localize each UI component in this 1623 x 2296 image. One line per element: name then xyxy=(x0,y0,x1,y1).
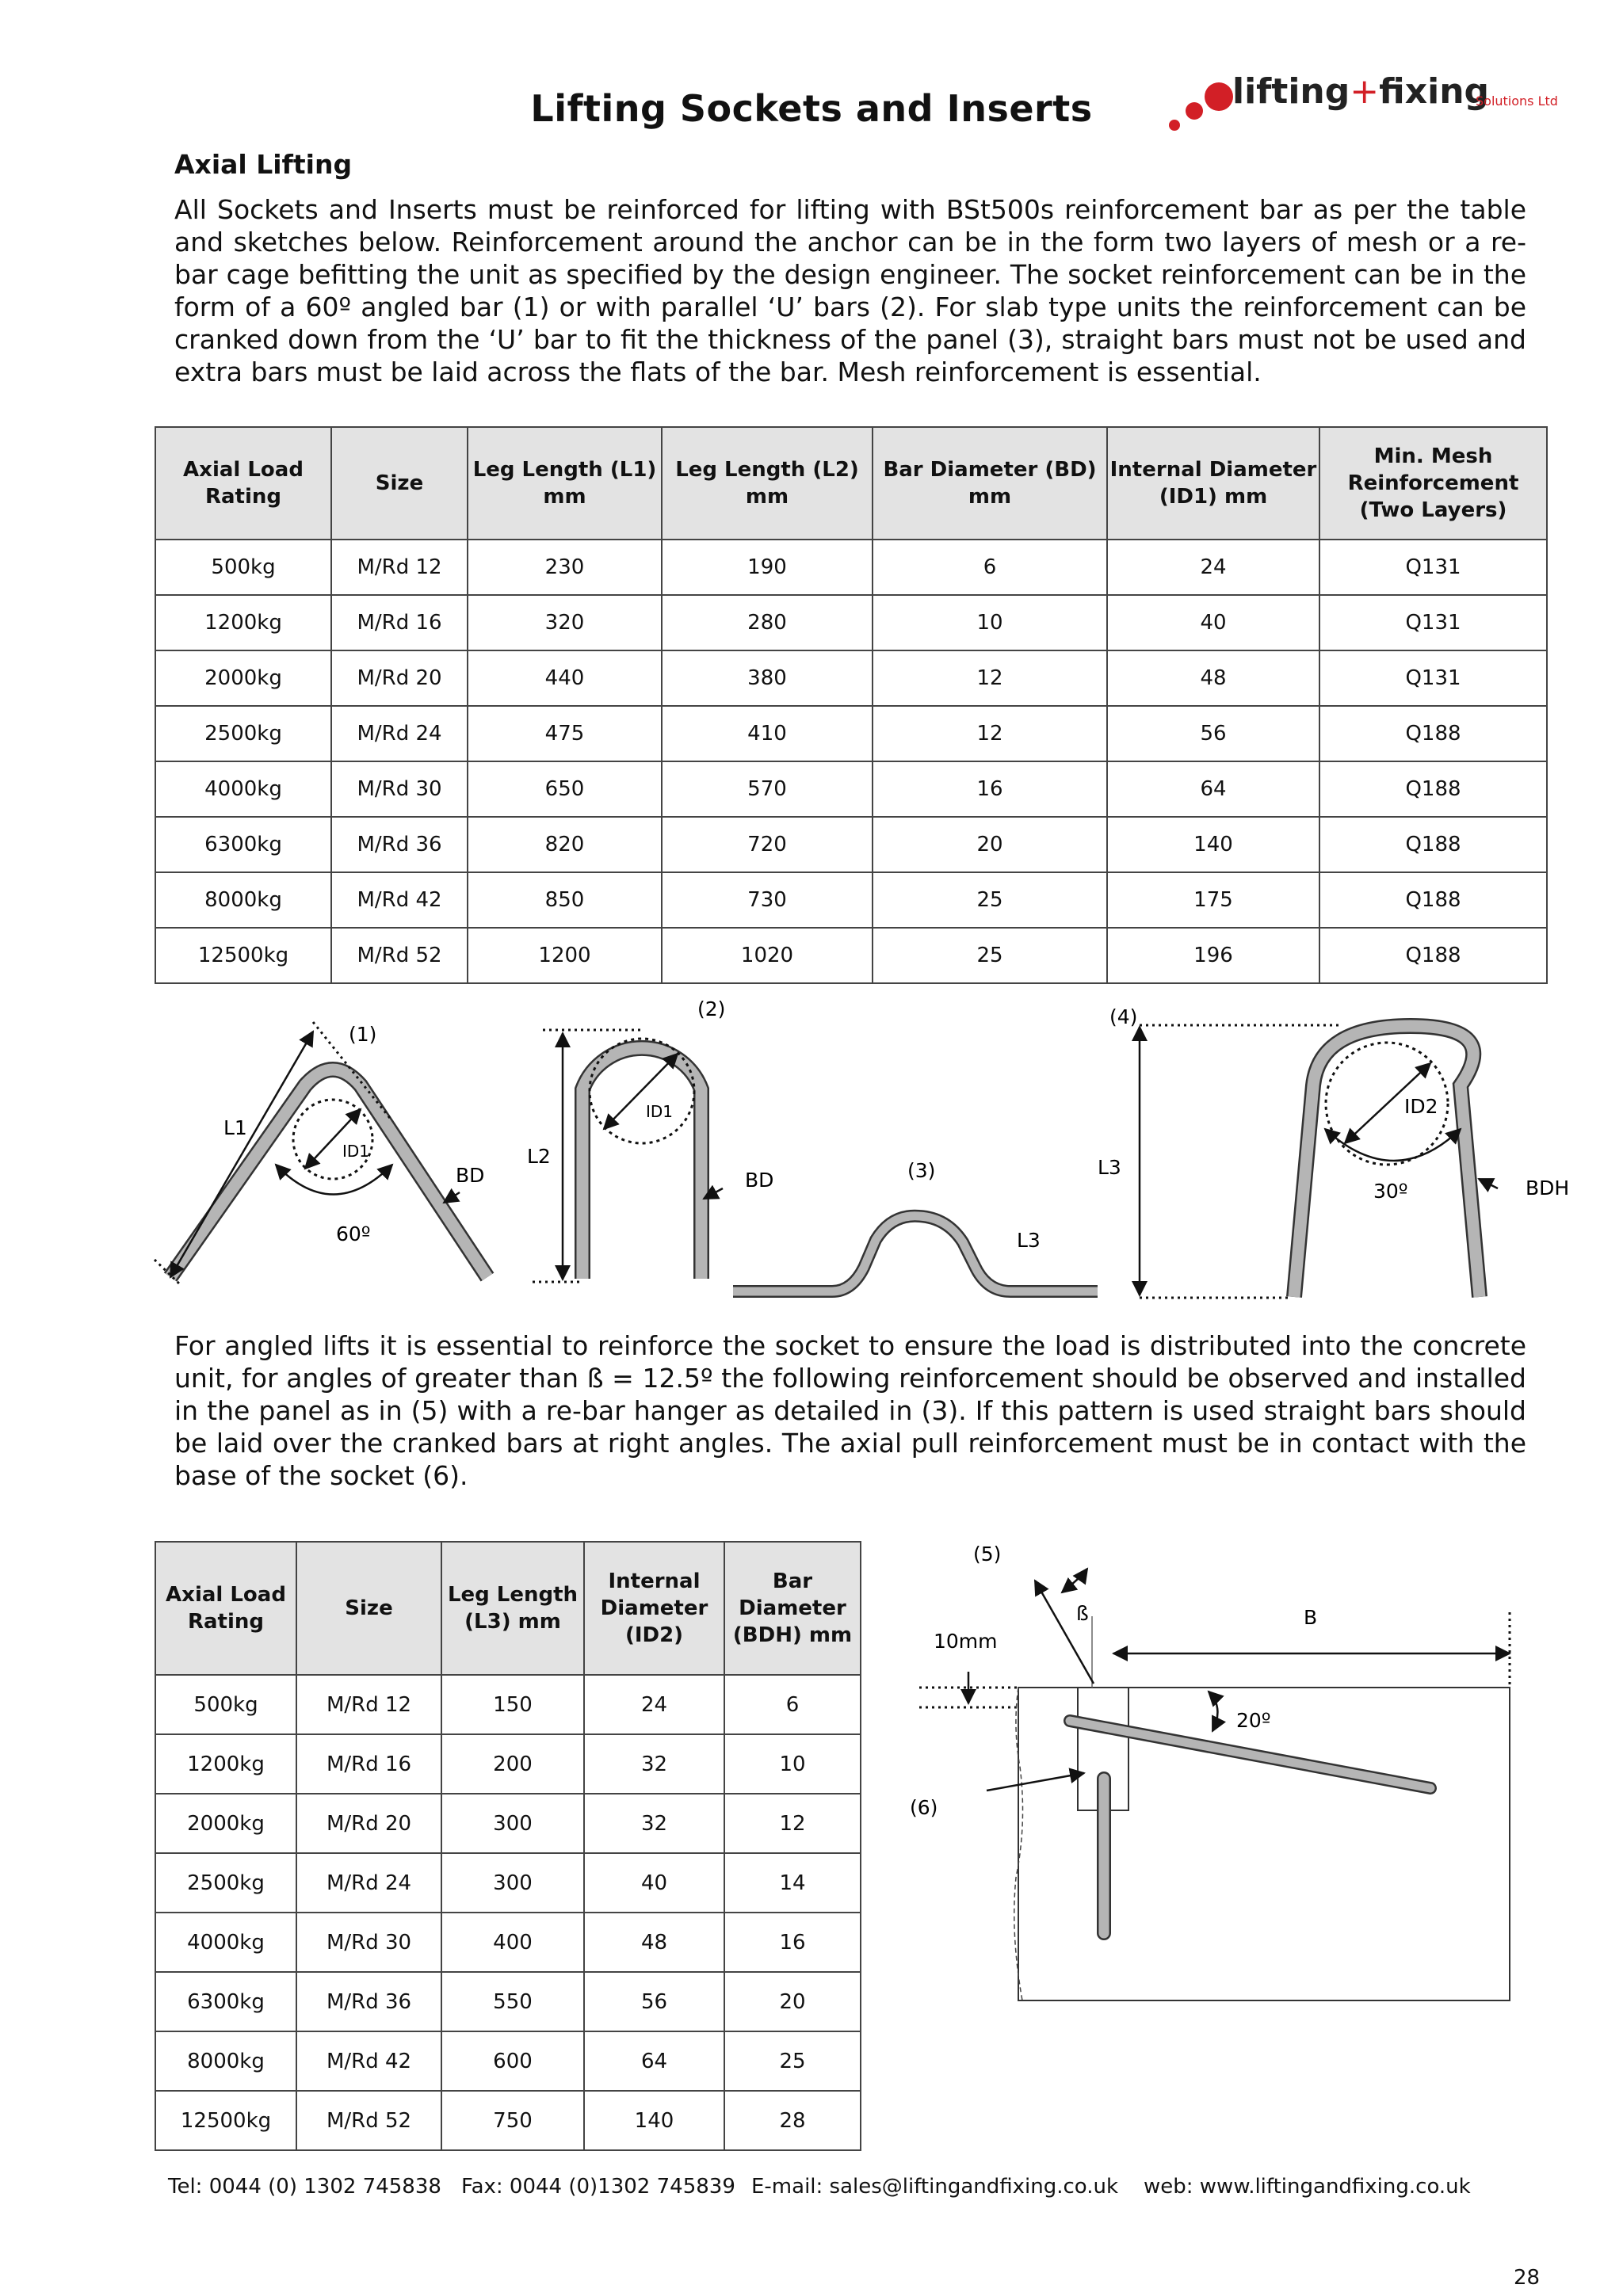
cell: 8000kg xyxy=(155,2031,296,2091)
cell: 56 xyxy=(1107,706,1319,761)
cell: 25 xyxy=(873,872,1107,928)
cell: 40 xyxy=(1107,595,1319,650)
offset-label: 10mm xyxy=(934,1630,998,1653)
id1-label-2: ID1 xyxy=(646,1102,674,1121)
logo-wordmark xyxy=(1232,71,1489,112)
cell: 28 xyxy=(724,2091,861,2150)
cell: 140 xyxy=(1107,817,1319,872)
angle-20-label: 20º xyxy=(1236,1709,1271,1732)
cell: 500kg xyxy=(155,1675,296,1734)
cell: 6300kg xyxy=(155,1972,296,2031)
cell: 570 xyxy=(662,761,873,817)
id1-label: ID1 xyxy=(342,1142,370,1161)
table-row xyxy=(155,1853,861,1913)
reinforcement-sketches xyxy=(0,982,1623,1307)
cranked-bar-fill xyxy=(733,1216,1098,1291)
cell: M/Rd 16 xyxy=(296,1734,441,1794)
cell: 300 xyxy=(441,1853,584,1913)
cell: 140 xyxy=(584,2091,724,2150)
cell: 25 xyxy=(724,2031,861,2091)
cell: Q131 xyxy=(1319,595,1547,650)
cell: 20 xyxy=(873,817,1107,872)
cell: 12500kg xyxy=(155,2091,296,2150)
cell: 2000kg xyxy=(155,650,331,706)
l1-label: L1 xyxy=(223,1116,247,1139)
cell: 196 xyxy=(1107,928,1319,983)
cell: 48 xyxy=(584,1913,724,1972)
cell: 820 xyxy=(468,817,662,872)
cell: 64 xyxy=(584,2031,724,2091)
cell: 2000kg xyxy=(155,1794,296,1853)
cell: 150 xyxy=(441,1675,584,1734)
cell: 600 xyxy=(441,2031,584,2091)
cell: 14 xyxy=(724,1853,861,1913)
cell: 175 xyxy=(1107,872,1319,928)
cell: M/Rd 24 xyxy=(296,1853,441,1913)
col-header: Size xyxy=(296,1542,441,1675)
cell: 750 xyxy=(441,2091,584,2150)
bd-pointer xyxy=(444,1192,460,1203)
logo-dot-small xyxy=(1169,120,1180,131)
cell: M/Rd 30 xyxy=(296,1913,441,1972)
section-heading: Axial Lifting xyxy=(174,149,353,180)
table-row xyxy=(155,872,1547,928)
bdh-pointer xyxy=(1479,1179,1498,1188)
col-header: Min. Mesh Reinforcement (Two Layers) xyxy=(1319,427,1547,540)
table-row xyxy=(155,540,1547,595)
cell: 650 xyxy=(468,761,662,817)
cell: 4000kg xyxy=(155,1913,296,1972)
table-row xyxy=(155,1913,861,1972)
cell: 48 xyxy=(1107,650,1319,706)
u-bar-outline xyxy=(582,1048,701,1279)
table-row xyxy=(155,706,1547,761)
cell: 280 xyxy=(662,595,873,650)
table-row xyxy=(155,761,1547,817)
beta-large-label: B xyxy=(1304,1606,1318,1629)
cell: M/Rd 52 xyxy=(331,928,468,983)
sketch2-tag: (2) xyxy=(697,997,726,1020)
cell: 12 xyxy=(724,1794,861,1853)
angle-30-label: 30º xyxy=(1373,1180,1408,1203)
cell: 550 xyxy=(441,1972,584,2031)
cell: Q188 xyxy=(1319,872,1547,928)
logo-dot-medium xyxy=(1186,102,1203,120)
logo-word-2: fixing xyxy=(1379,71,1490,112)
sketch-angled-bar xyxy=(155,1022,487,1285)
cell: 475 xyxy=(468,706,662,761)
col-header: Bar Diameter (BDH) mm xyxy=(724,1542,861,1675)
table-row xyxy=(155,1794,861,1853)
cell: 20 xyxy=(724,1972,861,2031)
angled-bar-fill xyxy=(170,1070,487,1277)
cell: Q131 xyxy=(1319,540,1547,595)
footer-email[interactable]: E-mail: sales@liftingandfixing.co.uk xyxy=(751,2175,1119,2199)
cell: 56 xyxy=(584,1972,724,2031)
load-direction-arrow xyxy=(1035,1581,1094,1684)
cell: 2500kg xyxy=(155,1853,296,1913)
cell: Q188 xyxy=(1319,761,1547,817)
logo-dot-large xyxy=(1205,82,1233,111)
axial-reinforcement-table xyxy=(155,426,1548,984)
cell: M/Rd 12 xyxy=(331,540,468,595)
cell: M/Rd 12 xyxy=(296,1675,441,1734)
beta-small-label: ß xyxy=(1076,1602,1089,1625)
cell: M/Rd 42 xyxy=(296,2031,441,2091)
beta-small-arc xyxy=(1062,1569,1087,1592)
cell: 190 xyxy=(662,540,873,595)
cell: M/Rd 30 xyxy=(331,761,468,817)
cell: 380 xyxy=(662,650,873,706)
col-header: Size xyxy=(331,427,468,540)
cell: M/Rd 52 xyxy=(296,2091,441,2150)
cell: 320 xyxy=(468,595,662,650)
cranked-bar-outline xyxy=(733,1216,1098,1291)
bdh-label: BDH xyxy=(1526,1177,1570,1199)
page-number: 28 xyxy=(1514,2266,1541,2290)
col-header: Axial Load Rating xyxy=(155,1542,296,1675)
cell: 1200kg xyxy=(155,595,331,650)
l3-label-2: L3 xyxy=(1098,1156,1121,1179)
cell: 850 xyxy=(468,872,662,928)
table-row xyxy=(155,2031,861,2091)
col-header: Internal Diameter (ID2) xyxy=(584,1542,724,1675)
angled-reinforcement-table xyxy=(155,1541,861,2151)
cell: 32 xyxy=(584,1794,724,1853)
cell: 32 xyxy=(584,1734,724,1794)
page-title: Lifting Sockets and Inserts xyxy=(530,87,1093,130)
cell: 16 xyxy=(873,761,1107,817)
cell: 720 xyxy=(662,817,873,872)
cell: 12 xyxy=(873,706,1107,761)
sketch1-tag: (1) xyxy=(349,1023,377,1046)
cell: Q131 xyxy=(1319,650,1547,706)
cell: 1020 xyxy=(662,928,873,983)
cell: 730 xyxy=(662,872,873,928)
logo-plus: + xyxy=(1350,71,1380,112)
sketch6-tag: (6) xyxy=(910,1796,938,1819)
cell: 6300kg xyxy=(155,817,331,872)
table-row xyxy=(155,1972,861,2031)
table-header-row xyxy=(155,1542,861,1675)
cell: 1200kg xyxy=(155,1734,296,1794)
sketch5-tag: (5) xyxy=(973,1543,1002,1566)
cell: 6 xyxy=(873,540,1107,595)
cell: 8000kg xyxy=(155,872,331,928)
cell: M/Rd 42 xyxy=(331,872,468,928)
table-header-row xyxy=(155,427,1547,540)
footer-phone: Tel: 0044 (0) 1302 745838 xyxy=(168,2175,441,2199)
col-header: Bar Diameter (BD) mm xyxy=(873,427,1107,540)
logo-subtitle: Solutions Ltd xyxy=(1476,93,1558,109)
cell: 2500kg xyxy=(155,706,331,761)
intro-paragraph: All Sockets and Inserts must be reinforced for lifting with BSt500s reinforcement bar as per the table and sketches below. Reinforcement around the anchor can be in the form two layers of mesh or a re-bar cage befitting the unit as specified by the design engineer. The socket reinforcement can be in the form of a 60º angled bar (1) or with parallel ‘U’ bars (2). For slab type units the reinforcement can be cranked down from the ‘U’ bar to fit the thickness of the panel (3), straight bars must not be used and extra bars must be laid across the flats of the bar. Mesh reinforcement is essential. xyxy=(174,194,1526,387)
hanger-bar-fill xyxy=(1294,1026,1480,1297)
cell: M/Rd 24 xyxy=(331,706,468,761)
cell: 12 xyxy=(873,650,1107,706)
cell: 40 xyxy=(584,1853,724,1913)
table-row xyxy=(155,1675,861,1734)
l1-dimension xyxy=(170,1032,313,1277)
angled-bar-outline xyxy=(170,1070,487,1277)
cell: 440 xyxy=(468,650,662,706)
u-bar-fill xyxy=(582,1048,701,1279)
angled-lift-paragraph: For angled lifts it is essential to reinforce the socket to ensure the load is distributed into the concrete unit, for angles of greater than ß = 12.5º the following reinforcement should be observed and installed in the panel as in (5) with a re-bar hanger as detailed in (3). If this pattern is used straight bars should be laid over the cranked bars at right angles. The axial pull reinforcement must be in contact with the base of the socket (6). xyxy=(174,1330,1526,1491)
angle-arc xyxy=(276,1165,392,1195)
sketch-u-bar xyxy=(527,997,773,1282)
table-row xyxy=(155,928,1547,983)
footer-fax: Fax: 0044 (0)1302 745839 xyxy=(461,2175,735,2199)
cell: 200 xyxy=(441,1734,584,1794)
table-row xyxy=(155,595,1547,650)
cell: M/Rd 36 xyxy=(331,817,468,872)
bd-label: BD xyxy=(456,1164,485,1187)
cell: Q188 xyxy=(1319,817,1547,872)
angled-lift-sketch xyxy=(903,1537,1537,2020)
l3-label: L3 xyxy=(1017,1229,1041,1252)
id2-label: ID2 xyxy=(1404,1095,1438,1118)
table-row xyxy=(155,817,1547,872)
sketch4-tag: (4) xyxy=(1109,1005,1138,1028)
cell: 24 xyxy=(584,1675,724,1734)
cell: 1200 xyxy=(468,928,662,983)
cell: 12500kg xyxy=(155,928,331,983)
cell: M/Rd 36 xyxy=(296,1972,441,2031)
col-header: Axial Load Rating xyxy=(155,427,331,540)
cell: M/Rd 16 xyxy=(331,595,468,650)
footer-website[interactable]: web: www.liftingandfixing.co.uk xyxy=(1144,2175,1471,2199)
cell: M/Rd 20 xyxy=(331,650,468,706)
bd-label-2: BD xyxy=(745,1169,774,1192)
cell: 500kg xyxy=(155,540,331,595)
cell: 6 xyxy=(724,1675,861,1734)
table-row xyxy=(155,650,1547,706)
cell: Q188 xyxy=(1319,928,1547,983)
cell: 10 xyxy=(724,1734,861,1794)
sketch-cranked-bar xyxy=(733,1159,1098,1291)
cell: 300 xyxy=(441,1794,584,1853)
cell: 16 xyxy=(724,1913,861,1972)
angle-60-label: 60º xyxy=(336,1222,371,1245)
cell: 4000kg xyxy=(155,761,331,817)
logo-word-1: lifting xyxy=(1232,71,1350,112)
cell: Q188 xyxy=(1319,706,1547,761)
cell: 410 xyxy=(662,706,873,761)
table-row xyxy=(155,1734,861,1794)
col-header: Leg Length (L3) mm xyxy=(441,1542,584,1675)
col-header: Leg Length (L1) mm xyxy=(468,427,662,540)
cell: 24 xyxy=(1107,540,1319,595)
cell: 400 xyxy=(441,1913,584,1972)
col-header: Internal Diameter (ID1) mm xyxy=(1107,427,1319,540)
l2-label: L2 xyxy=(527,1145,551,1168)
cell: 64 xyxy=(1107,761,1319,817)
col-header: Leg Length (L2) mm xyxy=(662,427,873,540)
cell: 10 xyxy=(873,595,1107,650)
cell: 230 xyxy=(468,540,662,595)
cell: M/Rd 20 xyxy=(296,1794,441,1853)
sketch-hanger-bar xyxy=(1098,1005,1569,1298)
cell: 25 xyxy=(873,928,1107,983)
table-row xyxy=(155,2091,861,2150)
sketch3-tag: (3) xyxy=(907,1159,936,1182)
